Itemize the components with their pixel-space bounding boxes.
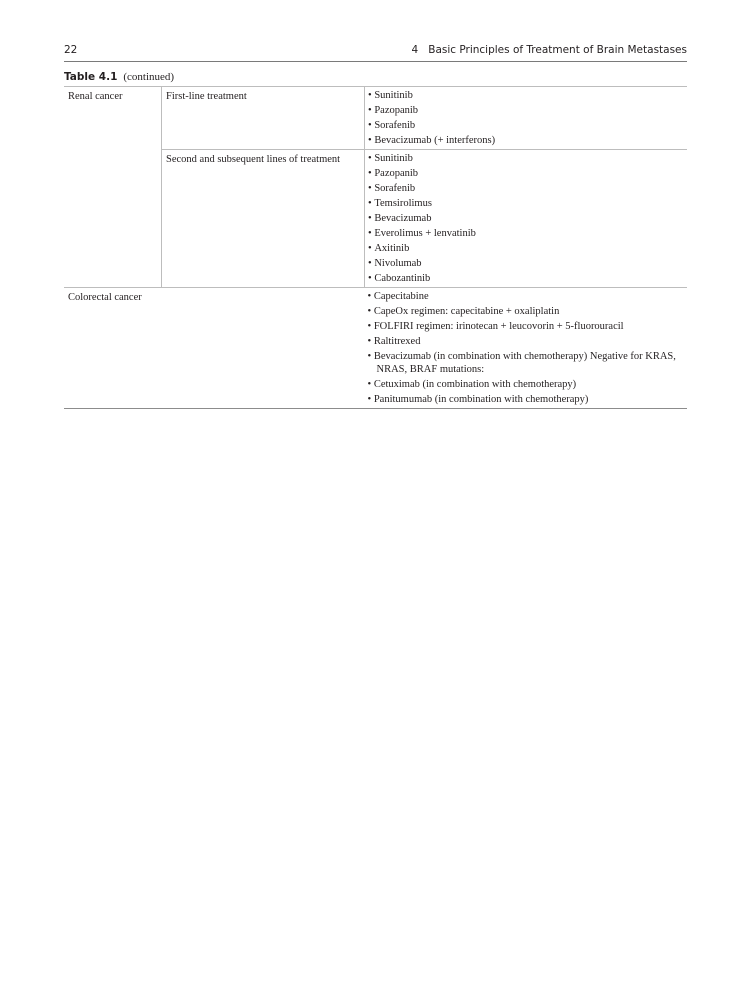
drug-list-item: • Pazopanib — [368, 166, 687, 181]
drug-list-item: • Everolimus + lenvatinib — [368, 226, 687, 241]
cancer-type-cell — [64, 288, 365, 409]
drug-list-item: • Raltitrexed — [368, 334, 688, 349]
drug-list-item: • Pazopanib — [368, 103, 687, 118]
table-row — [64, 87, 687, 150]
cancer-type-colorectal: Colorectal cancer — [68, 292, 142, 303]
drug-list-item: • Sunitinib — [368, 151, 687, 166]
first-line-label: First-line treatment — [166, 91, 247, 102]
renal-first-line-drugs — [368, 88, 687, 148]
drug-list-cell — [365, 288, 688, 409]
drug-list-item: • Cetuximab (in combination with chemotherapy) — [368, 377, 688, 392]
page-header — [64, 43, 687, 62]
drug-list-item: • Sorafenib — [368, 118, 687, 133]
treatment-line-cell — [162, 150, 365, 288]
chapter-number: 4 — [411, 44, 419, 56]
drug-list-item: • Nivolumab — [368, 256, 687, 271]
drug-list-item: • Bevacizumab (in combination with chemotherapy) Negative for KRAS, NRAS, BRAF mutations: — [368, 349, 688, 377]
treatment-table — [64, 86, 687, 409]
table-label: Table 4.1 — [64, 71, 118, 83]
drug-list-item: • Sunitinib — [368, 88, 687, 103]
drug-list-item: • Temsirolimus — [368, 196, 687, 211]
drug-list-item: • Capecitabine — [368, 289, 688, 304]
drug-list-item: • Bevacizumab (+ interferons) — [368, 133, 687, 148]
drug-list-cell — [365, 150, 688, 288]
chapter-title: Basic Principles of Treatment of Brain Metastases — [428, 44, 687, 56]
treatment-line-cell — [162, 87, 365, 150]
drug-list-item: • FOLFIRI regimen: irinotecan + leucovorin + 5-fluorouracil — [368, 319, 688, 334]
running-head — [412, 44, 687, 56]
table-caption — [64, 71, 174, 83]
drug-list-item: • Bevacizumab — [368, 211, 687, 226]
second-line-label: Second and subsequent lines of treatment — [166, 154, 341, 165]
cancer-type-renal: Renal cancer — [68, 91, 123, 102]
drug-list-item: • Axitinib — [368, 241, 687, 256]
drug-list-item: • Panitumumab (in combination with chemotherapy) — [368, 392, 688, 407]
drug-list-item: • Sorafenib — [368, 181, 687, 196]
table-continued-note: (continued) — [123, 71, 175, 83]
page-number: 22 — [64, 44, 78, 56]
drug-list-item: • Cabozantinib — [368, 271, 687, 286]
table-row — [64, 288, 687, 409]
drug-list-item: • CapeOx regimen: capecitabine + oxaliplatin — [368, 304, 688, 319]
drug-list-cell — [365, 87, 688, 150]
renal-second-line-drugs — [368, 151, 687, 286]
cancer-type-cell — [64, 87, 162, 288]
colorectal-drugs — [368, 289, 688, 407]
